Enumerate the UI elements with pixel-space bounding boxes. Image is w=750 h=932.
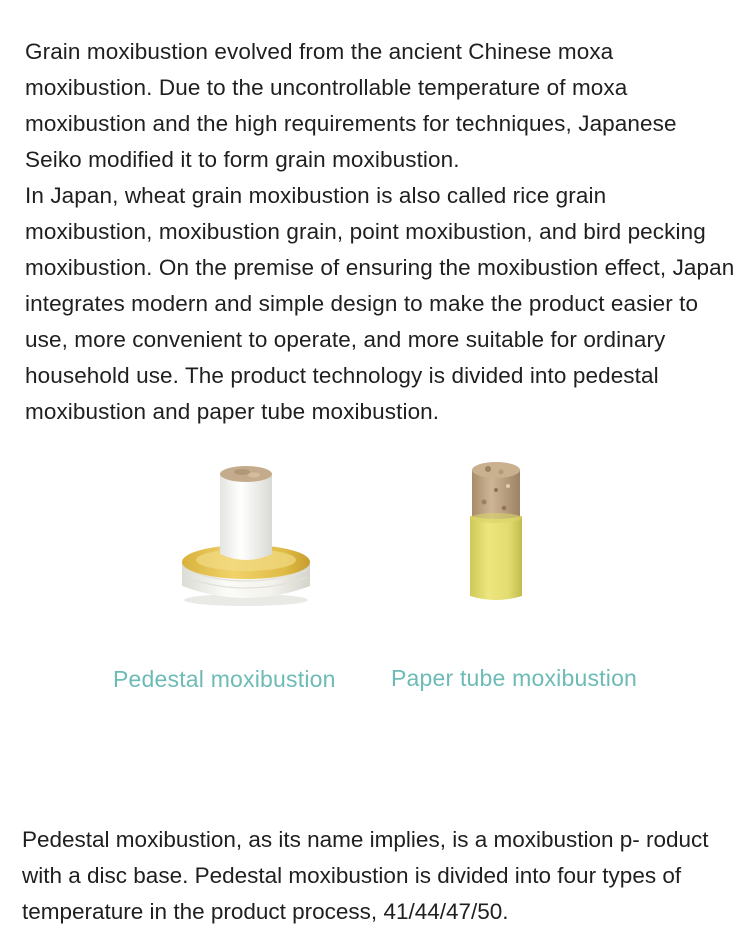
intro-paragraph-1: Grain moxibustion evolved from the ancient Chinese moxa moxibustion. Due to the uncontrollable temperature of moxa moxibustion and the high requirements for techniques, Japanese Seiko modified it to form grain moxibustion. — [25, 39, 677, 172]
paper-tube-moxibustion-caption: Paper tube moxibustion — [391, 665, 638, 691]
pedestal-moxibustion-caption: Pedestal moxibustion — [113, 666, 336, 692]
intro-paragraph-2: In Japan, wheat grain moxibustion is also called rice grain moxibustion, moxibustion grain, point moxibustion, and bird pecking moxibustion. On the premise of ensuring the moxibustion effect, Japan integrates modern and simple design to make the product easier to use, more convenient to operate, and more suitable for ordinary household use. The product technology is divided into pedestal moxibustion and paper tube moxibustion. — [25, 183, 735, 424]
intro-text-block — [25, 34, 737, 430]
pedestal-description: Pedestal moxibustion, as its name implies, is a moxibustion p- roduct with a disc base. Pedestal moxibustion is divided into four types of temperature in the product process, 41/44/47/50. — [22, 827, 709, 924]
paper-tube-moxibustion-image — [466, 460, 526, 605]
pedestal-moxibustion-image — [178, 460, 314, 608]
